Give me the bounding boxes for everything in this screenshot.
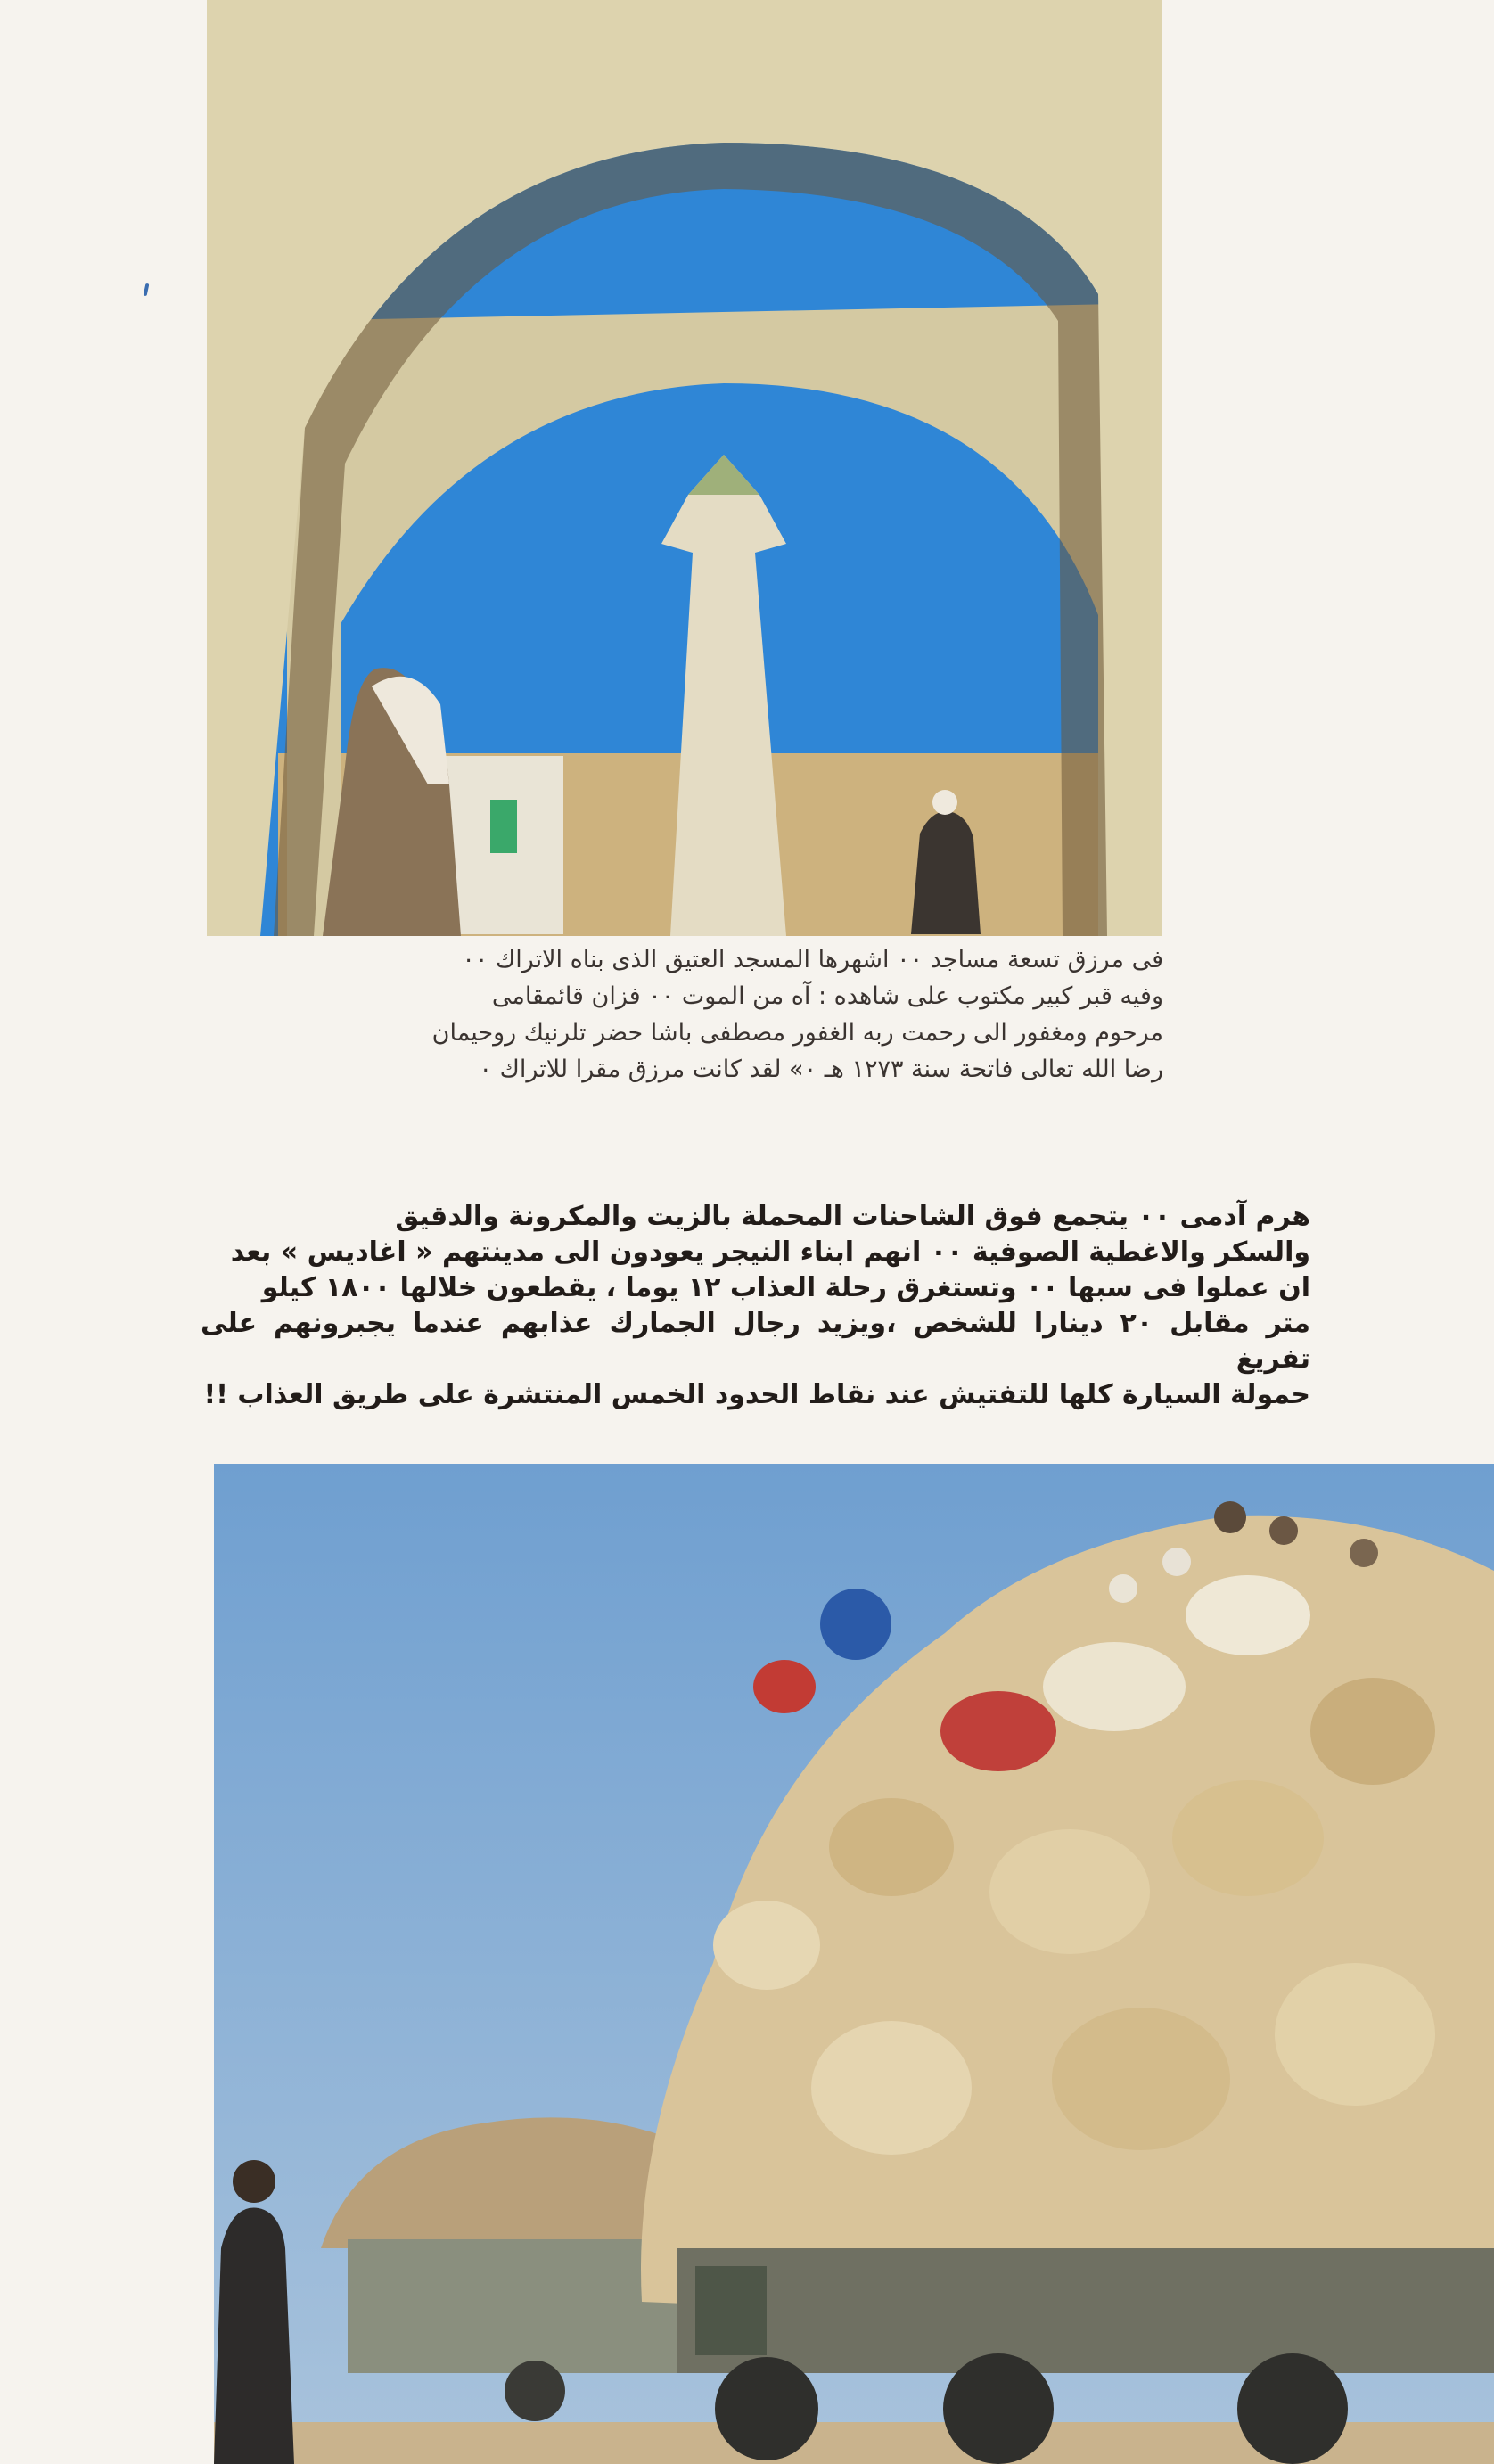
mosque-arch-photo xyxy=(207,0,1162,936)
trucks-illustration xyxy=(214,1464,1494,2464)
caption-line: حمولة السيارة كلها للتفتيش عند نقاط الحدود الخمس المنتشرة على طريق العذاب !! xyxy=(203,1379,1310,1410)
caption-line: رضا الله تعالى فاتحة سنة ١٢٧٣ هـ ٠» لقد كانت مرزق مقرا للاتراك ٠ xyxy=(479,1055,1163,1083)
caption-line: هرم آدمى ٠٠ يتجمع فوق الشاحنات المحملة بالزيت والمكرونة والدقيق xyxy=(395,1201,1310,1232)
main-truck-rear-wheel xyxy=(943,2353,1054,2464)
caption-line: مرحوم ومغفور الى رحمت ربه الغفور مصطفى باشا حضر تلرنيك روحيمان xyxy=(431,1019,1163,1047)
caption-line: ان عملوا فى سبها ٠٠ وتستغرق رحلة العذاب ١٢ يوما ، يقطعون خلالها ١٨٠٠ كيلو xyxy=(261,1272,1310,1303)
standing-person-left xyxy=(214,2208,294,2464)
main-truck-front-wheel xyxy=(715,2357,818,2460)
overloaded-trucks-photo xyxy=(214,1464,1494,2464)
ink-mark xyxy=(144,283,150,297)
caption-line: وفيه قبر كبير مكتوب على شاهده : آه من الموت ٠٠ فزان قائمقامى xyxy=(491,982,1163,1010)
photo-caption-mosque xyxy=(201,941,1163,1088)
standing-man-turban xyxy=(932,790,957,815)
photo-caption-trucks xyxy=(201,1199,1310,1413)
background-truck-wheel xyxy=(505,2361,565,2421)
main-truck-cab xyxy=(695,2266,767,2355)
caption-line: متر مقابل ٢٠ دينارا للشخص ،ويزيد رجال الجمارك عذابهم عندما يجبرونهم على تفريغ xyxy=(201,1308,1311,1375)
green-window xyxy=(490,800,517,853)
caption-line: والسكر والاغطية الصوفية ٠٠ انهم ابناء النيجر يعودون الى مدينتهم « اغاديس » بعد xyxy=(230,1236,1310,1268)
caption-line: فى مرزق تسعة مساجد ٠٠ اشهرها المسجد العتيق الذى بناه الاتراك ٠٠ xyxy=(462,946,1163,973)
main-truck-rear-wheel-2 xyxy=(1237,2353,1348,2464)
standing-person-head xyxy=(233,2160,275,2203)
mosque-arch-illustration xyxy=(207,0,1162,936)
main-truck-body xyxy=(677,2248,1494,2373)
